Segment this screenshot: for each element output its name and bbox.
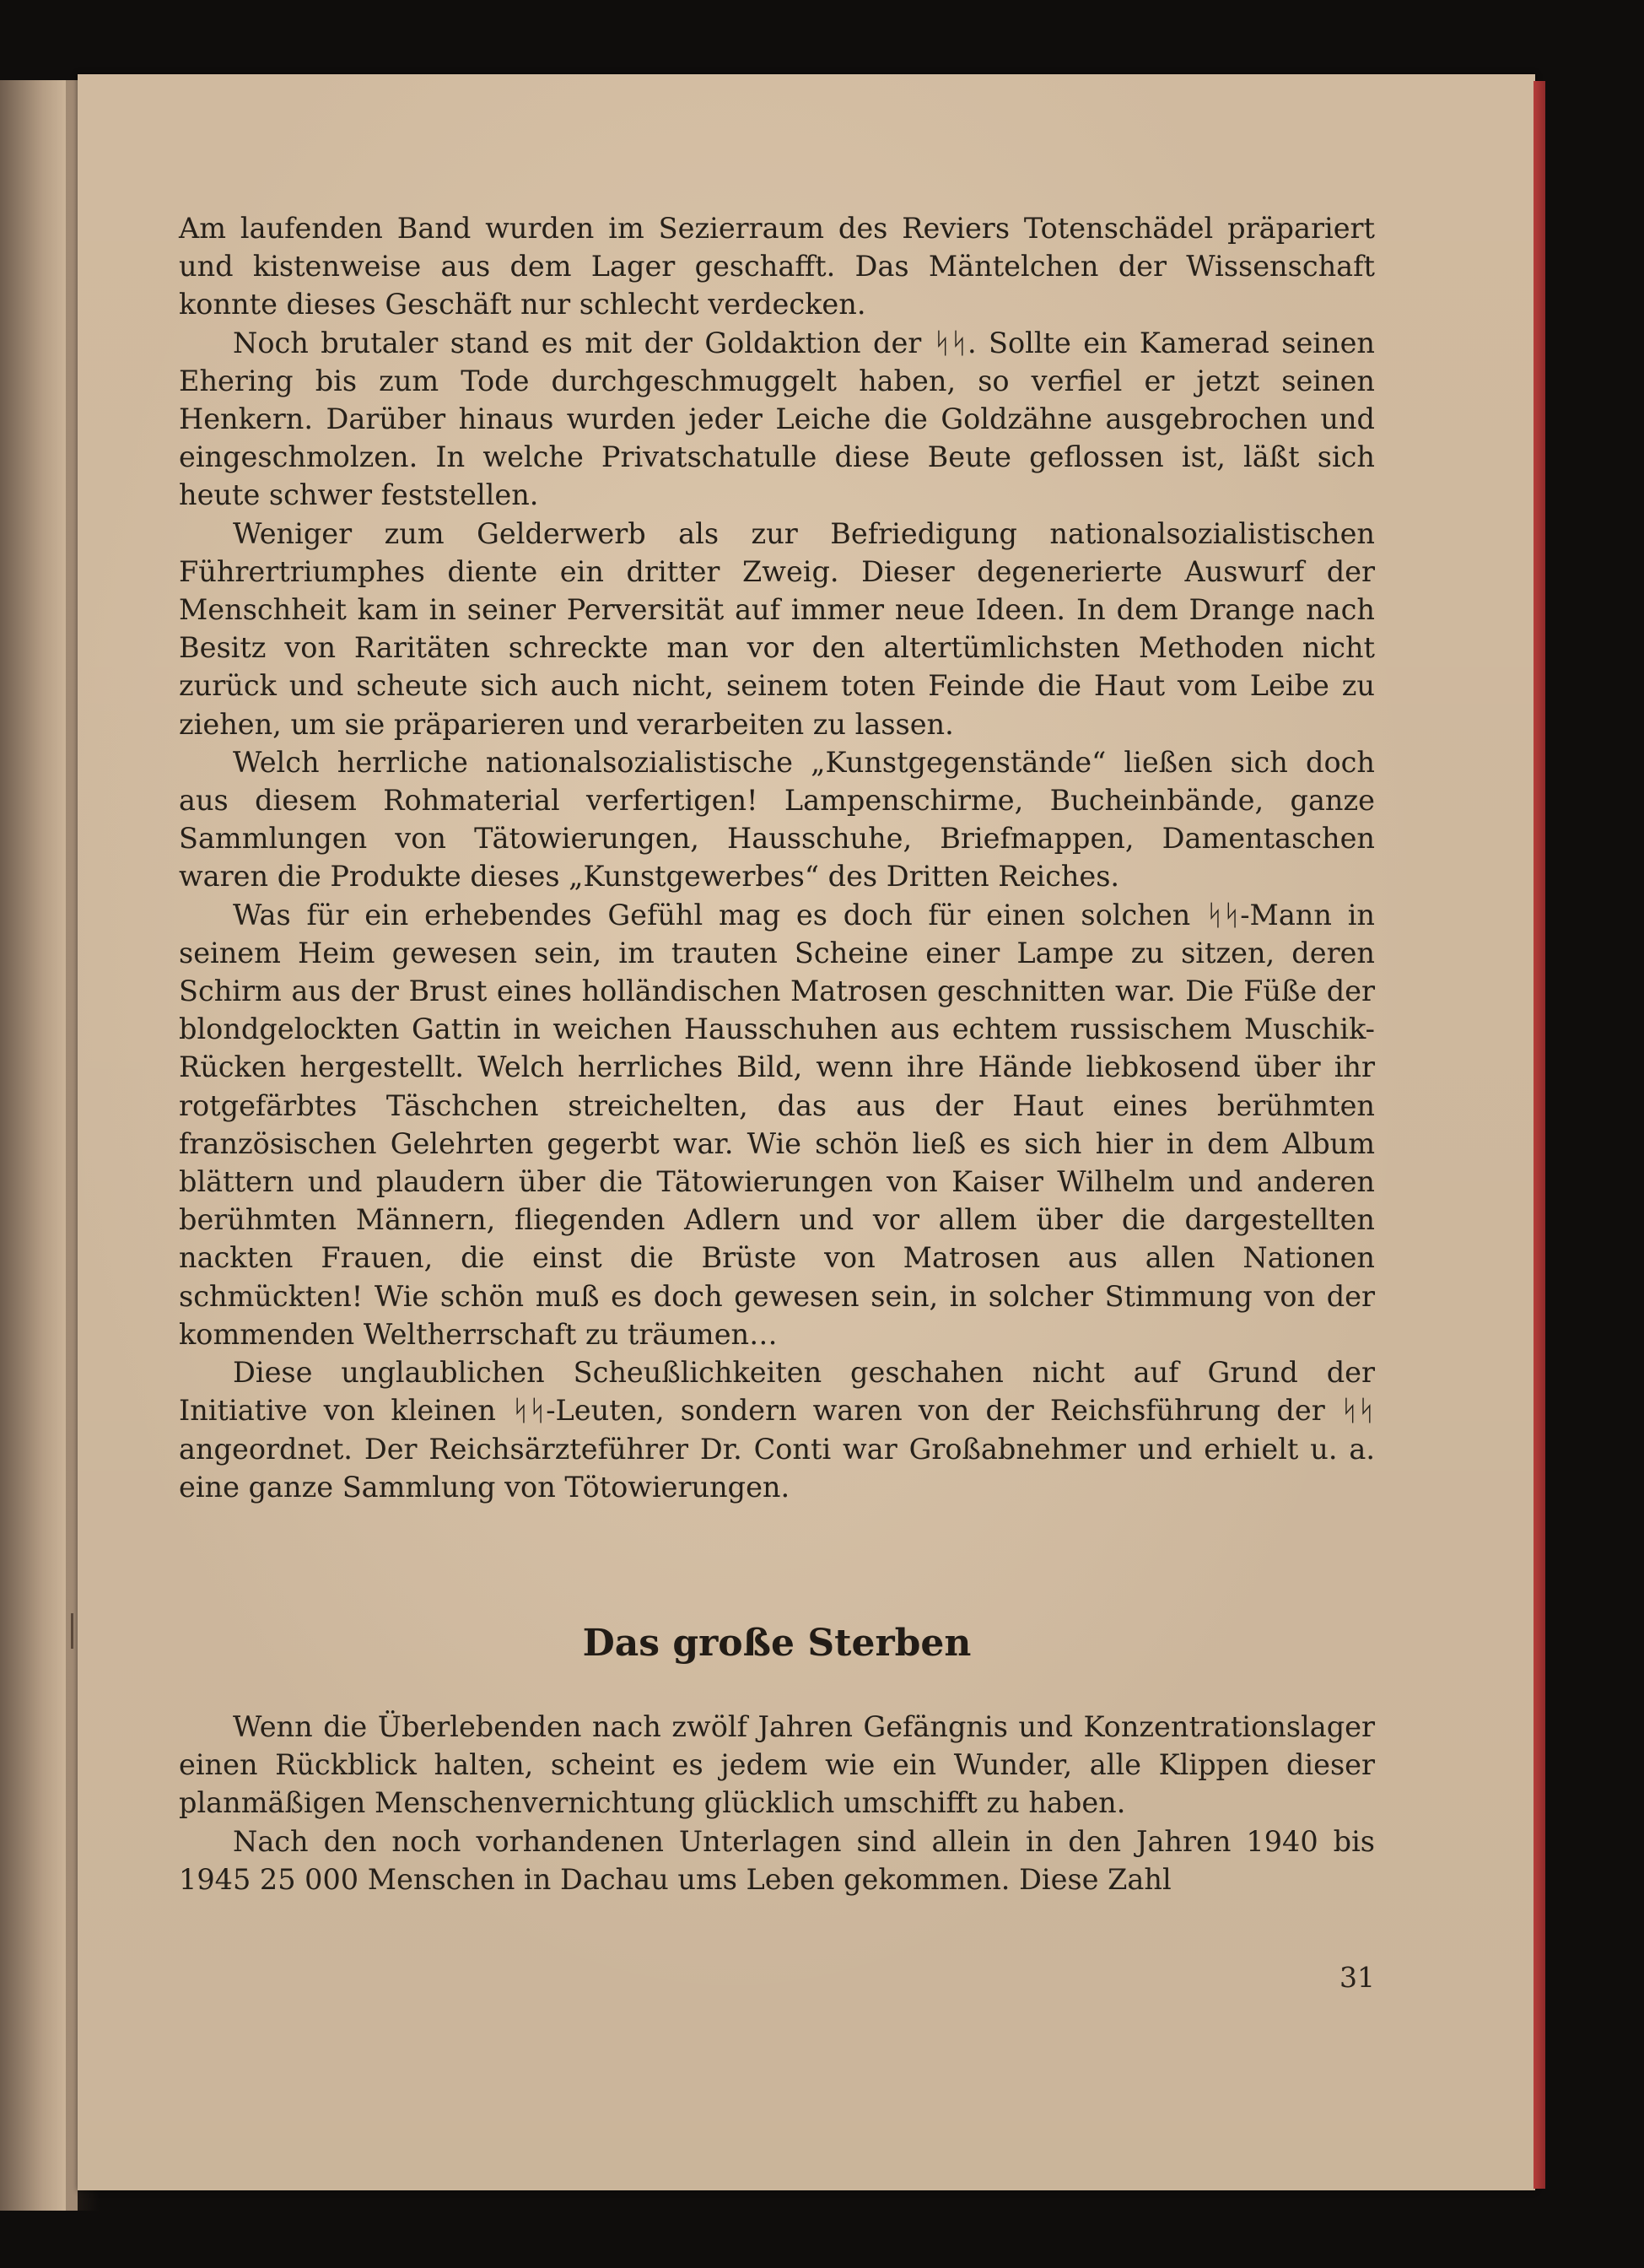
section-heading: Das große Sterben (582, 1622, 972, 1665)
paragraph: Was für ein erhebendes Gefühl mag es doch für einen solchen ᛋᛋ-Mann in seinem Heim gewesen sein, im trauten Scheine einer Lampe zu sitzen, deren Schirm aus der Brust eines holländischen Matrosen geschnitten war. Die Füße der blondgelockten Gattin in weichen Hausschuhen aus echtem russischem Muschik-Rücken hergestellt. Welch herrliches Bild, wenn ihre Hände liebkosend über ihr rotgefärbtes Täschchen streichelten, das aus der Haut eines berühmten französischen Gelehrten gegerbt war. Wie schön ließ es sich hier in dem Album blättern und plaudern über die Tätowierungen von Kaiser Wilhelm und anderen berühmten Männern, fliegenden Adlern und vor allem über die dargestellten nackten Frauen, die einst die Brüste von Matrosen aus allen Nationen schmückten! Wie schön muß es doch gewesen sein, in solcher Stimmung von der kommenden Weltherrschaft zu träumen… (179, 898, 1375, 1351)
paragraph: Nach den noch vorhandenen Unterlagen sind allein in den Jahren 1940 bis 1945 25 000 Menschen in Dachau ums Leben gekommen. Diese Zahl (179, 1824, 1375, 1896)
paragraph: Am laufenden Band wurden im Sezierraum des Reviers Totenschädel präpariert und kistenweise aus dem Lager geschafft. Das Mäntelchen der Wissenschaft konnte dieses Geschäft nur schlecht verdecken. (179, 212, 1375, 321)
paragraph: Welch herrliche nationalsozialistische „Kunstgegenstände“ ließen sich doch aus diesem Rohmaterial verfertigen! Lampenschirme, Bucheinbände, ganze Sammlungen von Tätowierungen, Hausschuhe, Briefmappen, Damentaschen waren die Produkte dieses „Kunstgewerbes“ des Dritten Reiches. (179, 745, 1375, 894)
paragraph: Weniger zum Gelderwerb als zur Befriedigung nationalsozialistischen Führertriumphes diente ein dritter Zweig. Dieser degenerierte Auswurf der Menschheit kam in seiner Perversität auf immer neue Ideen. In dem Drange nach Besitz von Raritäten schreckte man vor den altertümlichsten Methoden nicht zurück und scheute sich auch nicht, seinem toten Feinde die Haut vom Leibe zu ziehen, um sie präparieren und verarbeiten zu lassen. (179, 516, 1375, 741)
margin-mark (71, 1613, 73, 1649)
paragraph: Diese unglaublichen Scheußlichkeiten geschahen nicht auf Grund der Initiative von kleinen ᛋᛋ-Leuten, sondern waren von der Reichsführung der ᛋᛋ angeordnet. Der Reichsärzteführer Dr. Conti war Großabnehmer und erhielt u. a. eine ganze Sammlung von Tötowierungen. (179, 1356, 1375, 1504)
section-body-text (179, 1708, 1375, 1898)
page-red-edge (1534, 81, 1545, 2189)
paragraph: Noch brutaler stand es mit der Goldaktion der ᛋᛋ. Sollte ein Kamerad seinen Ehering bis zum Tode durchgeschmuggelt haben, so verfiel er jetzt seinen Henkern. Darüber hinaus wurden jeder Leiche die Goldzähne ausgebrochen und eingeschmolzen. In welche Privatschatulle diese Beute geflossen ist, läßt sich heute schwer feststellen. (179, 326, 1375, 512)
paragraph: Wenn die Überlebenden nach zwölf Jahren Gefängnis und Konzentrationslager einen Rückblick halten, scheint es jedem wie ein Wunder, alle Klippen dieser planmäßigen Menschenvernichtung glücklich umschifft zu haben. (179, 1710, 1375, 1820)
body-text (179, 209, 1375, 1506)
page-number: 31 (1339, 1961, 1375, 1994)
